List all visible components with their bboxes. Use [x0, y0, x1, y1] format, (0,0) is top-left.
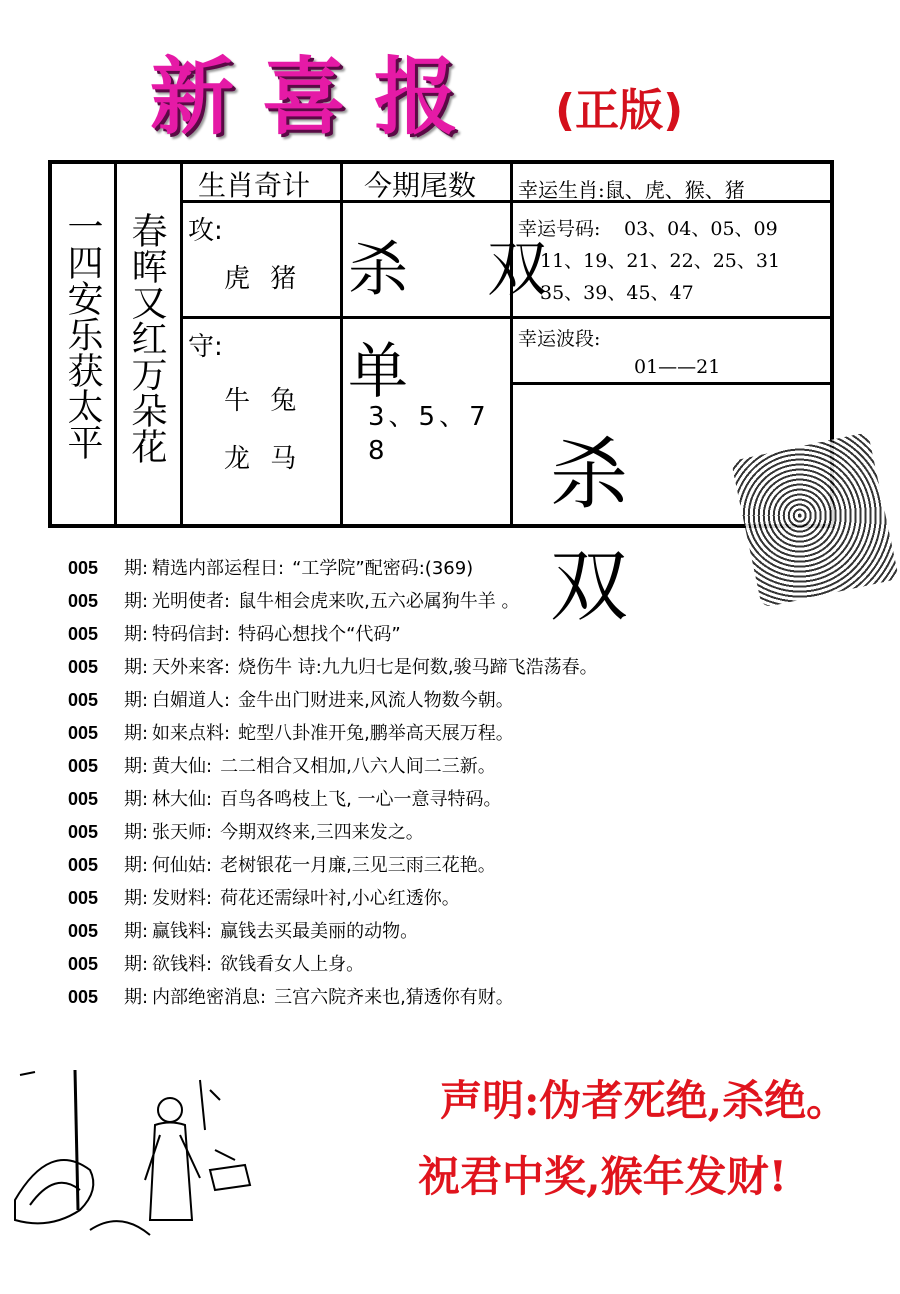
zodiac-header: 生肖奇计 [198, 169, 311, 202]
list-item: 005 期: 天外来客: 烧伤牛 诗:九九归七是何数,骏马蹄飞浩荡春。 [68, 657, 598, 678]
defend-values-2: 龙 马 [224, 444, 303, 474]
list-item: 005 期: 特码信封: 特码心想找个“代码” [68, 624, 401, 645]
tail-single: 单 [348, 337, 438, 407]
divider [510, 164, 513, 524]
list-item: 005 期: 赢钱料: 赢钱去买最美丽的动物。 [68, 921, 419, 942]
lucky-numbers-3: 35、39、45、47 [540, 282, 694, 304]
attack-label: 攻: [188, 216, 223, 246]
lucky-band-value: 01——21 [634, 356, 721, 378]
tail-header: 今期尾数 [364, 169, 477, 202]
divider [180, 164, 183, 524]
masthead [150, 30, 750, 146]
lucky-zodiac: 幸运生肖:鼠、虎、猴、猪 [518, 178, 745, 202]
divider [510, 316, 830, 319]
prediction-list [68, 552, 868, 1014]
lucky-band-label: 幸运波段: [518, 328, 601, 350]
slogan-column-2: 春晖又红万朵花 [126, 212, 167, 464]
declaration-text: 声明:伪者死绝,杀绝。 [440, 1076, 849, 1125]
list-item: 005 期: 张天师: 今期双终来,三四来发之。 [68, 822, 424, 843]
divider [114, 164, 117, 524]
divider [510, 382, 830, 385]
defend-values-1: 牛 兔 [224, 386, 303, 416]
edition-label: (正版) [555, 85, 684, 136]
lucky-numbers-1: 03、04、05、09 [624, 218, 778, 240]
list-item: 005 期: 如来点料: 蛇型八卦准开兔,鹏举高天展万程。 [68, 723, 514, 744]
slogan-column-1: 一四安乐获太平 [62, 208, 103, 460]
attack-values: 虎 猪 [224, 264, 303, 294]
list-item: 005 期: 白媚道人: 金牛出门财进来,风流人物数今朝。 [68, 690, 514, 711]
tail-numbers-1: 3、5、7 [368, 402, 490, 432]
list-item: 005 期: 黄大仙: 二二相合又相加,八六人间二三新。 [68, 756, 496, 777]
list-item: 005 期: 林大仙: 百鸟各鸣枝上飞, 一心一意寻特码。 [68, 789, 502, 810]
lucky-numbers-label: 幸运号码: [518, 218, 601, 240]
tail-kill: 杀 双 [348, 235, 578, 305]
wish-text: 祝君中奖,猴年发财! [418, 1152, 788, 1201]
list-item: 005 期: 何仙姑: 老树银花一月廉,三见三雨三花艳。 [68, 855, 496, 876]
tail-numbers-2: 8 [368, 436, 385, 466]
defend-label: 守: [188, 332, 223, 362]
divider [180, 316, 513, 319]
list-item: 005 期: 光明使者: 鼠牛相会虎来吹,五六必属狗牛羊 。 [68, 591, 520, 612]
figure-sketch-illustration [10, 1060, 310, 1260]
divider [340, 164, 343, 524]
list-item: 005 期: 发财料: 荷花还需绿叶衬,小心红透你。 [68, 888, 460, 909]
newspaper-title: 新喜报 [150, 47, 487, 146]
list-item: 005 期: 精选内部运程日: “工学院”配密码:(369) [68, 558, 474, 579]
lucky-numbers-2: 11、19、21、22、25、31 [540, 250, 781, 272]
list-item: 005 期: 内部绝密消息: 三宫六院齐来也,猜透你有财。 [68, 987, 514, 1008]
big-kill: 杀 双 [550, 430, 665, 632]
list-item: 005 期: 欲钱料: 欲钱看女人上身。 [68, 954, 365, 975]
